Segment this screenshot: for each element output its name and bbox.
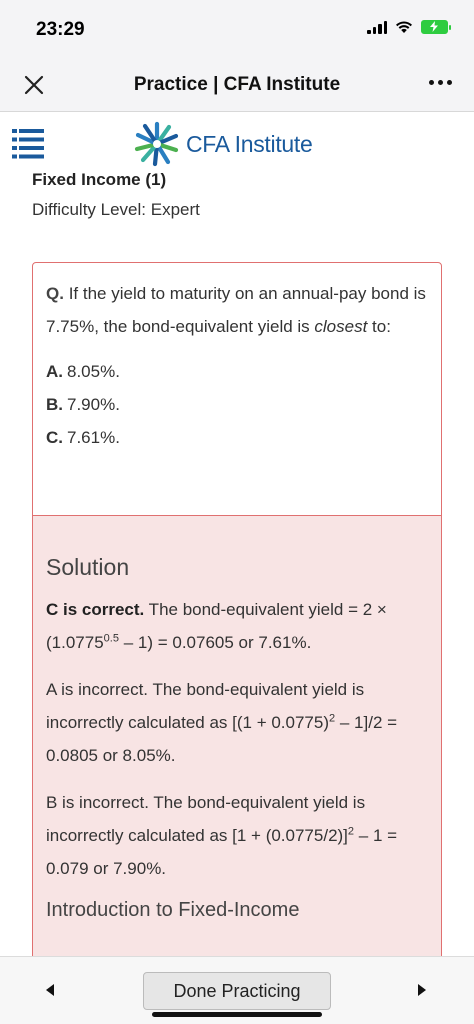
wifi-icon <box>395 20 413 34</box>
choice-text: 7.90%. <box>67 395 120 414</box>
next-arrow-icon[interactable] <box>418 984 426 996</box>
status-icons <box>367 20 448 34</box>
solution-b-explanation <box>46 786 427 885</box>
question-tail: to: <box>367 317 391 336</box>
solution-correct-explanation <box>46 593 427 659</box>
question-label: Q. <box>46 284 64 303</box>
status-time: 23:29 <box>36 19 85 40</box>
cfa-globe-icon <box>134 121 180 167</box>
choice-letter: B. <box>46 395 63 414</box>
choice-b[interactable] <box>46 388 427 421</box>
solution-a-explanation <box>46 673 427 772</box>
menu-icon[interactable] <box>12 129 44 159</box>
exponent: 2 <box>347 825 355 838</box>
question-text <box>33 263 441 343</box>
cfa-logo[interactable] <box>134 121 313 167</box>
choice-c[interactable] <box>46 421 427 454</box>
choice-a[interactable] <box>46 355 427 388</box>
choice-letter: C. <box>46 428 63 447</box>
battery-charging-icon <box>421 20 448 34</box>
question-card <box>32 262 442 982</box>
solution-text: A is incorrect. The bond-equivalent yield is incorrectly calculated as [(1 + 0.0775) <box>46 680 365 732</box>
exponent: 0.5 <box>103 632 119 645</box>
choice-letter: A. <box>46 362 63 381</box>
correct-answer-label: C is correct. <box>46 600 145 619</box>
choice-text: 8.05%. <box>67 362 120 381</box>
solution-text: – 1 = 0.079 or 7.90%. <box>46 826 398 878</box>
previous-arrow-icon[interactable] <box>46 984 54 996</box>
solution-text: – 1]/2 = 0.0805 or 8.05%. <box>46 713 398 765</box>
question-emphasis: closest <box>314 317 368 336</box>
exponent: 2 <box>329 712 336 725</box>
solution-text: The bond-equivalent yield = 2 × (1.0775 <box>46 600 387 652</box>
logo-text: CFA Institute <box>186 130 313 157</box>
topic-title: Fixed Income (1) <box>32 170 167 189</box>
status-bar <box>0 0 474 60</box>
solution-panel <box>33 515 441 982</box>
more-options-icon[interactable] <box>429 80 452 85</box>
choice-list <box>33 343 441 454</box>
solution-text: B is incorrect. The bond-equivalent yield is incorrectly calculated as [1 + (0.0775/2)] <box>46 793 366 845</box>
solution-title: Solution <box>46 554 130 580</box>
signal-icon <box>367 20 387 34</box>
site-header <box>0 113 474 173</box>
home-indicator <box>152 1012 322 1017</box>
reading-reference-heading: Introduction to Fixed-Income <box>46 899 300 921</box>
done-practicing-button[interactable]: Done Practicing <box>143 972 331 1010</box>
question-body: If the yield to maturity on an annual-pay bond is 7.75%, the bond-equivalent yield is <box>46 284 426 336</box>
page-title: Practice | CFA Institute <box>133 74 341 95</box>
difficulty-level: Difficulty Level: Expert <box>32 200 200 219</box>
solution-text: – 1) = 0.07605 or 7.61%. <box>118 633 312 652</box>
choice-text: 7.61%. <box>67 428 120 447</box>
navigation-bar <box>0 60 474 112</box>
